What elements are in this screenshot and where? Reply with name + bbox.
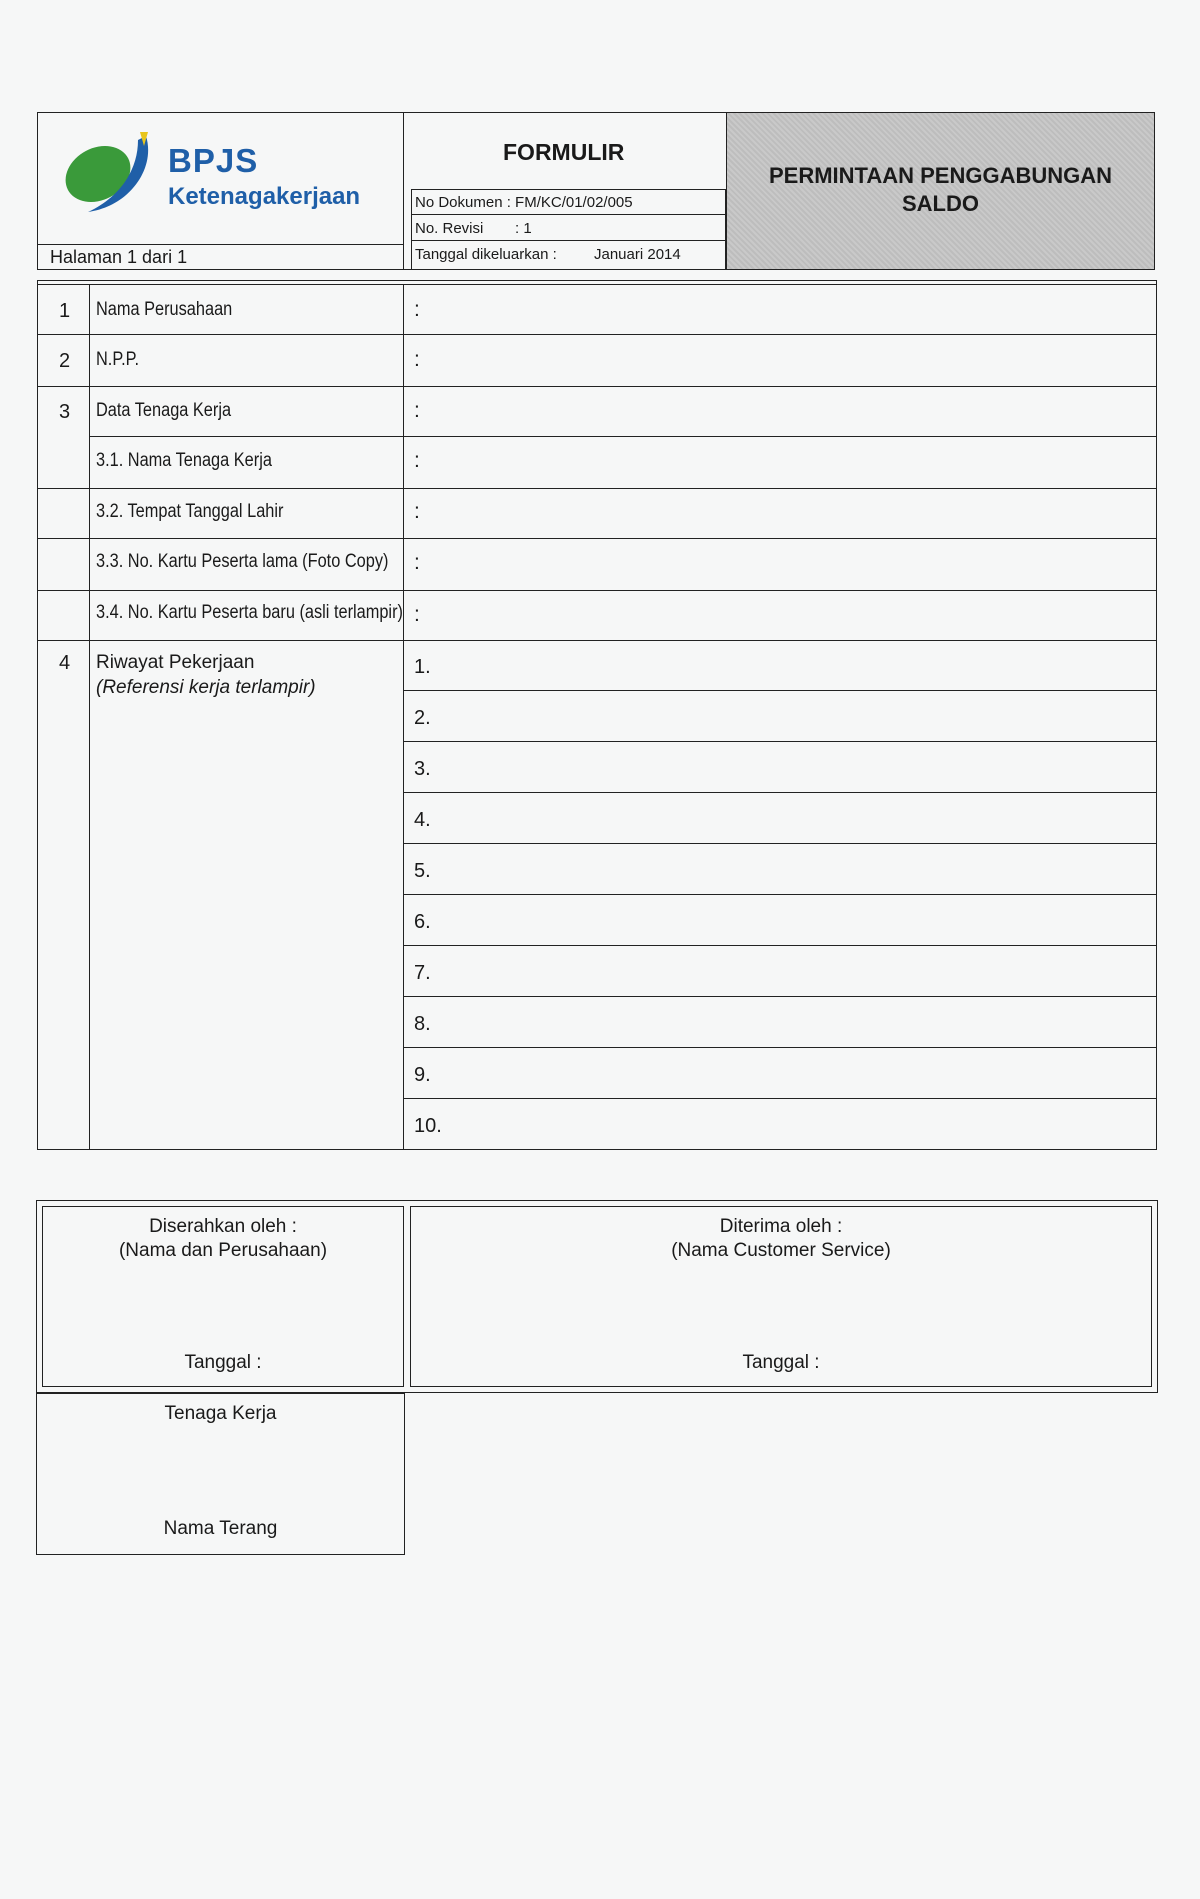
- submitted-by-note: (Nama dan Perusahaan): [118, 1240, 328, 1261]
- revision-label: No. Revisi: [415, 220, 484, 237]
- field-number: 1: [59, 300, 71, 322]
- col-line-number: [89, 284, 90, 1150]
- field-label: 3.1. Nama Tenaga Kerja: [96, 450, 272, 471]
- table-top-line: [37, 284, 1157, 285]
- form-title-line-1: PERMINTAAN PENGGABUNGAN: [768, 163, 1113, 188]
- field-colon: :: [414, 348, 420, 371]
- submitted-date-label: Tanggal :: [184, 1352, 262, 1373]
- row-line: [37, 386, 1157, 387]
- doc-number: No Dokumen : FM/KC/01/02/005: [415, 194, 633, 211]
- header-divider-1: [403, 112, 404, 270]
- field-colon: :: [414, 500, 420, 523]
- history-item: 3.: [414, 758, 431, 780]
- received-by-note: (Nama Customer Service): [671, 1240, 891, 1261]
- history-item: 8.: [414, 1013, 431, 1035]
- history-line: [403, 1098, 1157, 1099]
- doc-info-line-2: [411, 240, 726, 241]
- field-colon: :: [414, 399, 420, 422]
- row-line: [37, 590, 1157, 591]
- field-label: 3.2. Tempat Tanggal Lahir: [96, 501, 284, 522]
- field-colon: :: [414, 551, 420, 574]
- field-colon: :: [414, 449, 420, 472]
- doc-info-line-1: [411, 214, 726, 215]
- field-label: Nama Perusahaan: [96, 299, 233, 320]
- field-label: N.P.P.: [96, 349, 140, 370]
- logo-brand: BPJS: [168, 142, 259, 179]
- work-history-note: (Referensi kerja terlampir): [96, 677, 316, 698]
- history-item: 4.: [414, 809, 431, 831]
- field-label: 3.4. No. Kartu Peserta baru (asli terlampir): [96, 602, 403, 623]
- field-label: Data Tenaga Kerja: [96, 400, 232, 421]
- field-number: 2: [59, 350, 71, 372]
- field-colon: :: [414, 603, 420, 626]
- history-item: 7.: [414, 962, 431, 984]
- bpjs-logo-icon: [60, 128, 160, 218]
- worker-name-label: Nama Terang: [163, 1518, 278, 1539]
- history-line: [403, 945, 1157, 946]
- history-line: [403, 996, 1157, 997]
- submitted-by-box: [42, 1206, 404, 1387]
- field-label: 3.3. No. Kartu Peserta lama (Foto Copy): [96, 551, 389, 572]
- history-item: 9.: [414, 1064, 431, 1086]
- row-line: [37, 640, 1157, 641]
- history-line: [403, 894, 1157, 895]
- history-line: [403, 792, 1157, 793]
- history-line: [403, 690, 1157, 691]
- field-number: 3: [59, 401, 71, 423]
- row-line: [37, 538, 1157, 539]
- history-item: 5.: [414, 860, 431, 882]
- field-colon: :: [414, 298, 420, 321]
- row-line: [89, 436, 1157, 437]
- title-block: [726, 113, 1154, 269]
- history-item: 2.: [414, 707, 431, 729]
- worker-label: Tenaga Kerja: [164, 1403, 277, 1424]
- issued-value: Januari 2014: [594, 246, 681, 263]
- history-line: [403, 741, 1157, 742]
- field-number: 4: [59, 652, 71, 674]
- page-info: Halaman 1 dari 1: [50, 247, 188, 267]
- row-line: [37, 488, 1157, 489]
- revision-value: : 1: [515, 220, 532, 237]
- col-line-value: [403, 284, 404, 1150]
- received-date-label: Tanggal :: [742, 1352, 820, 1373]
- issued-label: Tanggal dikeluarkan :: [415, 246, 557, 263]
- submitted-by-label: Diserahkan oleh :: [149, 1216, 297, 1237]
- logo-subtitle: Ketenagakerjaan: [168, 183, 361, 210]
- history-item: 6.: [414, 911, 431, 933]
- worker-signature-box: [36, 1393, 405, 1555]
- page-info-divider: [37, 244, 404, 245]
- received-by-box: [410, 1206, 1152, 1387]
- history-item: 1.: [414, 656, 431, 678]
- history-item: 10.: [414, 1115, 442, 1137]
- logo: [60, 128, 390, 228]
- work-history-label: Riwayat Pekerjaan: [96, 652, 255, 673]
- form-title-line-2: SALDO: [902, 191, 979, 216]
- history-line: [403, 843, 1157, 844]
- received-by-label: Diterima oleh :: [719, 1216, 843, 1237]
- row-line: [37, 334, 1157, 335]
- history-line: [403, 1047, 1157, 1048]
- form-label: FORMULIR: [503, 139, 625, 165]
